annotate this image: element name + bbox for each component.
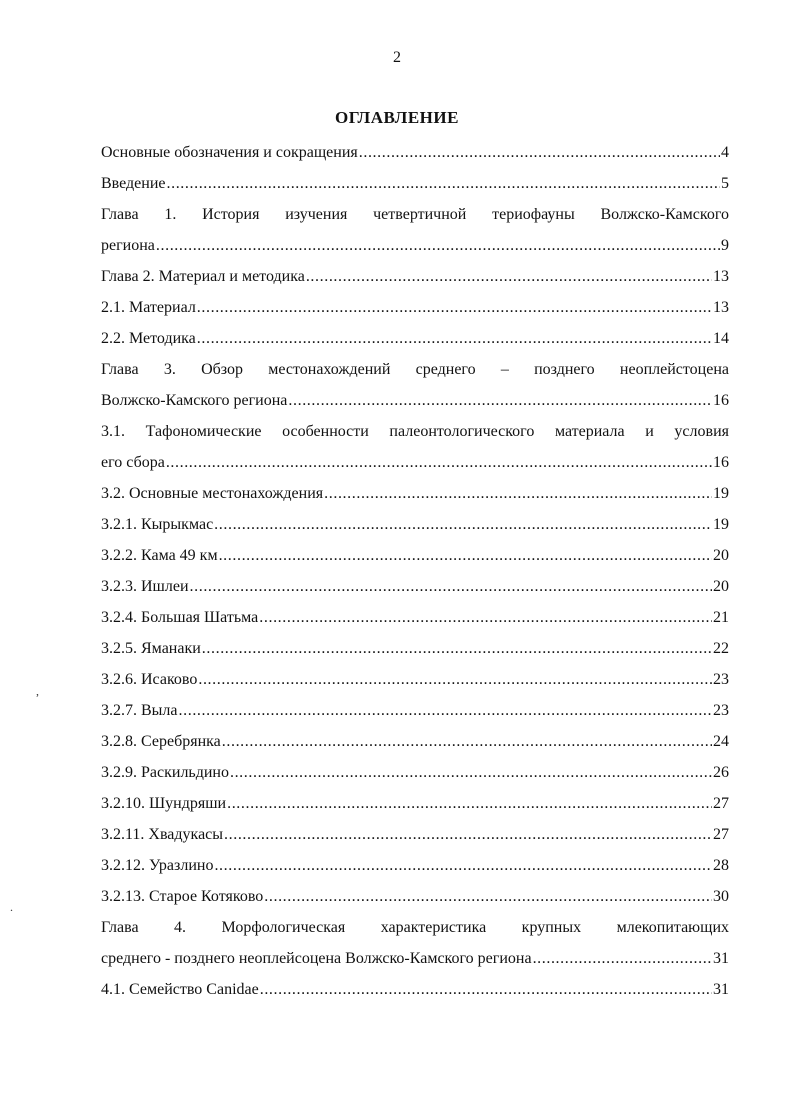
toc-entry-label: 3.2.12. Уразлино [101,857,214,874]
toc-page-number: 20 [713,547,729,564]
toc-leader [202,633,712,664]
table-of-contents [101,137,729,1005]
toc-leader [198,664,712,695]
toc-entry-3-2-13[interactable] [101,881,729,912]
toc-page-number: 5 [721,175,729,192]
toc-entry-3-2-7[interactable] [101,695,729,726]
toc-entry-chapter-3[interactable] [101,354,729,416]
toc-entry-label: 3.2.5. Яманаки [101,640,201,657]
toc-entry-label: среднего - позднего неоплейсоцена Волжско-Камского региона [101,950,532,967]
toc-entry-3-2-1[interactable] [101,509,729,540]
toc-entry-chapter-1[interactable] [101,199,729,261]
toc-entry-3-2-3[interactable] [101,571,729,602]
toc-entry-2-2[interactable] [101,323,729,354]
toc-entry-3-2-5[interactable] [101,633,729,664]
toc-leader [156,230,720,261]
toc-entry-3-2-6[interactable] [101,664,729,695]
toc-page-number: 31 [713,981,729,998]
toc-page-number: 4 [721,144,729,161]
toc-leader [190,571,712,602]
toc-entry-chapter-2[interactable] [101,261,729,292]
toc-title: ОГЛАВЛЕНИЕ [335,108,459,127]
toc-page-number: 16 [713,392,729,409]
toc-entry-2-1[interactable] [101,292,729,323]
toc-entry-lead: Глава 3. Обзор местонахождений среднего – позднего неоплейстоцена [101,361,729,378]
toc-leader [179,695,712,726]
toc-leader [359,137,720,168]
toc-entry-label: 3.2.8. Серебрянка [101,733,221,750]
toc-page-number: 27 [713,826,729,843]
toc-page-number: 13 [713,299,729,316]
toc-leader [224,819,712,850]
toc-entry-4-1[interactable] [101,974,729,1005]
toc-entry-label: 3.2.9. Раскильдино [101,764,229,781]
toc-entry-label: 2.1. Материал [101,299,196,316]
toc-leader [324,478,712,509]
toc-leader [230,757,712,788]
toc-entry-3-2-2[interactable] [101,540,729,571]
scan-speck: . [10,900,13,914]
toc-leader [260,974,712,1005]
toc-leader [167,168,721,199]
toc-entry-label: Глава 2. Материал и методика [101,268,305,285]
toc-leader [259,602,712,633]
toc-entry-label: 3.2.1. Кырыкмас [101,516,214,533]
toc-entry-3-2-11[interactable] [101,819,729,850]
toc-leader [219,540,712,571]
toc-entry-label: его сбора [101,454,165,471]
toc-page-number: 30 [713,888,729,905]
toc-page-number: 27 [713,795,729,812]
toc-page-number: 24 [713,733,729,750]
toc-entry-label: Основные обозначения и сокращения [101,144,358,161]
scan-speck: , [36,684,39,698]
toc-entry-lead: 3.1. Тафономические особенности палеонтологического материала и условия [101,423,729,440]
toc-entry-label: Введение [101,175,166,192]
toc-page-number: 22 [713,640,729,657]
toc-leader [533,943,712,974]
toc-page-number: 26 [713,764,729,781]
toc-leader [214,509,712,540]
toc-leader [264,881,712,912]
toc-entry-3-2-10[interactable] [101,788,729,819]
toc-entry-label: 3.2.13. Старое Котяково [101,888,264,905]
toc-entry-label: 3.2.2. Кама 49 км [101,547,218,564]
toc-entry-label: 3.2.7. Выла [101,702,178,719]
toc-page-number: 13 [713,268,729,285]
toc-page-number: 23 [713,702,729,719]
toc-leader [214,850,712,881]
toc-entry-symbols[interactable] [101,137,729,168]
toc-page-number: 21 [713,609,729,626]
toc-page-number: 19 [713,485,729,502]
toc-entry-chapter-4[interactable] [101,912,729,974]
toc-entry-label: 3.2.11. Хвадукасы [101,826,224,843]
toc-entry-introduction[interactable] [101,168,729,199]
toc-entry-3-2-12[interactable] [101,850,729,881]
toc-page-number: 28 [713,857,729,874]
toc-page-number: 20 [713,578,729,595]
toc-page-number: 9 [721,237,729,254]
toc-entry-3-2-8[interactable] [101,726,729,757]
toc-leader [197,292,712,323]
toc-leader [288,385,712,416]
toc-entry-3-1[interactable] [101,416,729,478]
toc-entry-lead: Глава 4. Морфологическая характеристика крупных млекопитающих [101,919,729,936]
toc-leader [227,788,712,819]
toc-page-number: 31 [713,950,729,967]
toc-leader [166,447,712,478]
toc-page-number: 16 [713,454,729,471]
page-number: 2 [393,49,401,66]
toc-entry-label: 3.2.4. Большая Шатьма [101,609,259,626]
toc-page-number: 19 [713,516,729,533]
toc-entry-label: Волжско-Камского региона [101,392,288,409]
toc-entry-label: 3.2.10. Шундряши [101,795,227,812]
toc-entry-3-2-9[interactable] [101,757,729,788]
toc-entry-label: 2.2. Методика [101,330,196,347]
toc-leader [222,726,712,757]
toc-entry-label: региона [101,237,155,254]
toc-entry-3-2-4[interactable] [101,602,729,633]
toc-entry-label: 3.2.3. Ишлеи [101,578,189,595]
toc-entry-label: 3.2.6. Исаково [101,671,198,688]
toc-entry-label: 3.2. Основные местонахождения [101,485,324,502]
toc-page-number: 14 [713,330,729,347]
toc-leader [306,261,712,292]
toc-entry-lead: Глава 1. История изучения четвертичной териофауны Волжско-Камского [101,206,729,223]
toc-leader [197,323,712,354]
toc-entry-3-2[interactable] [101,478,729,509]
toc-entry-label: 4.1. Семейство Canidae [101,981,259,998]
toc-page-number: 23 [713,671,729,688]
